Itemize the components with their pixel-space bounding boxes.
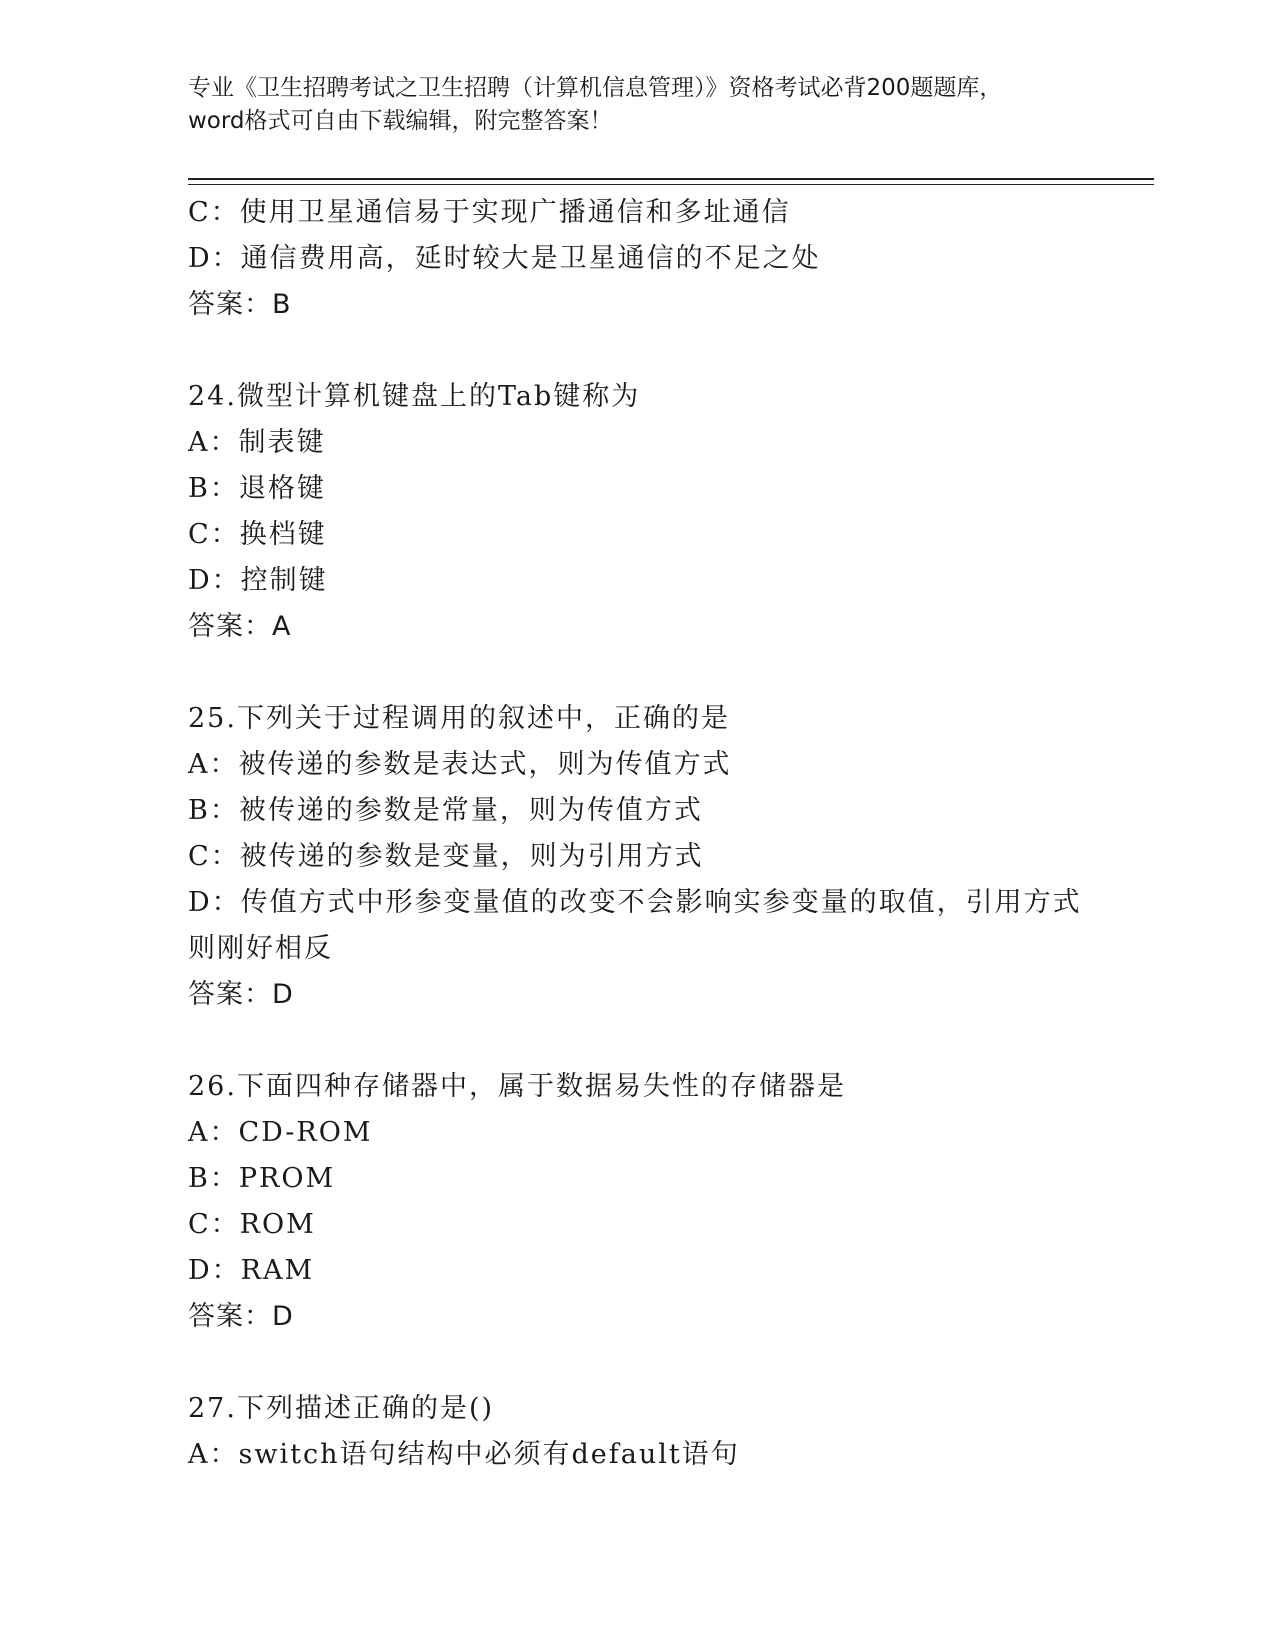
option-c: C：使用卫星通信易于实现广播通信和多址通信: [188, 197, 791, 228]
question-26-option-c: C：ROM: [188, 1209, 316, 1240]
question-25-answer: 答案：D: [188, 979, 294, 1010]
header-line-1: 专业《卫生招聘考试之卫生招聘（计算机信息管理）》资格考试必背200题题库，: [188, 75, 1003, 101]
question-list: [188, 190, 1148, 1478]
spacer: [188, 328, 1148, 374]
header-divider-thick: [188, 178, 1154, 180]
question-24-option-a: A：制表键: [188, 427, 326, 458]
spacer: [188, 1018, 1148, 1064]
question-25-option-c: C：被传递的参数是变量，则为引用方式: [188, 841, 704, 872]
question-27-stem: 27.下列描述正确的是(): [188, 1393, 495, 1424]
question-25-option-d: D：传值方式中形参变量值的改变不会影响实参变量的取值，引用方式: [188, 887, 1082, 918]
option-d: D：通信费用高，延时较大是卫星通信的不足之处: [188, 243, 821, 274]
question-24-answer: 答案：A: [188, 611, 292, 642]
question-26-stem: 26.下面四种存储器中，属于数据易失性的存储器是: [188, 1071, 846, 1102]
header-divider-thin: [188, 184, 1154, 185]
question-26-option-a: A：CD-ROM: [188, 1117, 373, 1148]
answer-label: 答案：B: [188, 289, 292, 320]
question-26-option-b: B：PROM: [188, 1163, 336, 1194]
question-25-option-b: B：被传递的参数是常量，则为传值方式: [188, 795, 703, 826]
spacer: [188, 650, 1148, 696]
question-26-option-d: D：RAM: [188, 1255, 315, 1286]
question-24-option-b: B：退格键: [188, 473, 326, 504]
question-24-option-c: C：换档键: [188, 519, 327, 550]
question-27-option-a: A：switch语句结构中必须有default语句: [188, 1439, 740, 1470]
question-25-option-d-cont: 则刚好相反: [188, 933, 333, 964]
question-24-stem: 24.微型计算机键盘上的Tab键称为: [188, 381, 641, 412]
document-header: [188, 72, 1108, 138]
question-25-option-a: A：被传递的参数是表达式，则为传值方式: [188, 749, 732, 780]
question-24-option-d: D：控制键: [188, 565, 328, 596]
question-25-stem: 25.下列关于过程调用的叙述中，正确的是: [188, 703, 730, 734]
header-line-2: word格式可自由下载编辑，附完整答案！: [188, 108, 613, 134]
spacer: [188, 1340, 1148, 1386]
question-26-answer: 答案：D: [188, 1301, 294, 1332]
